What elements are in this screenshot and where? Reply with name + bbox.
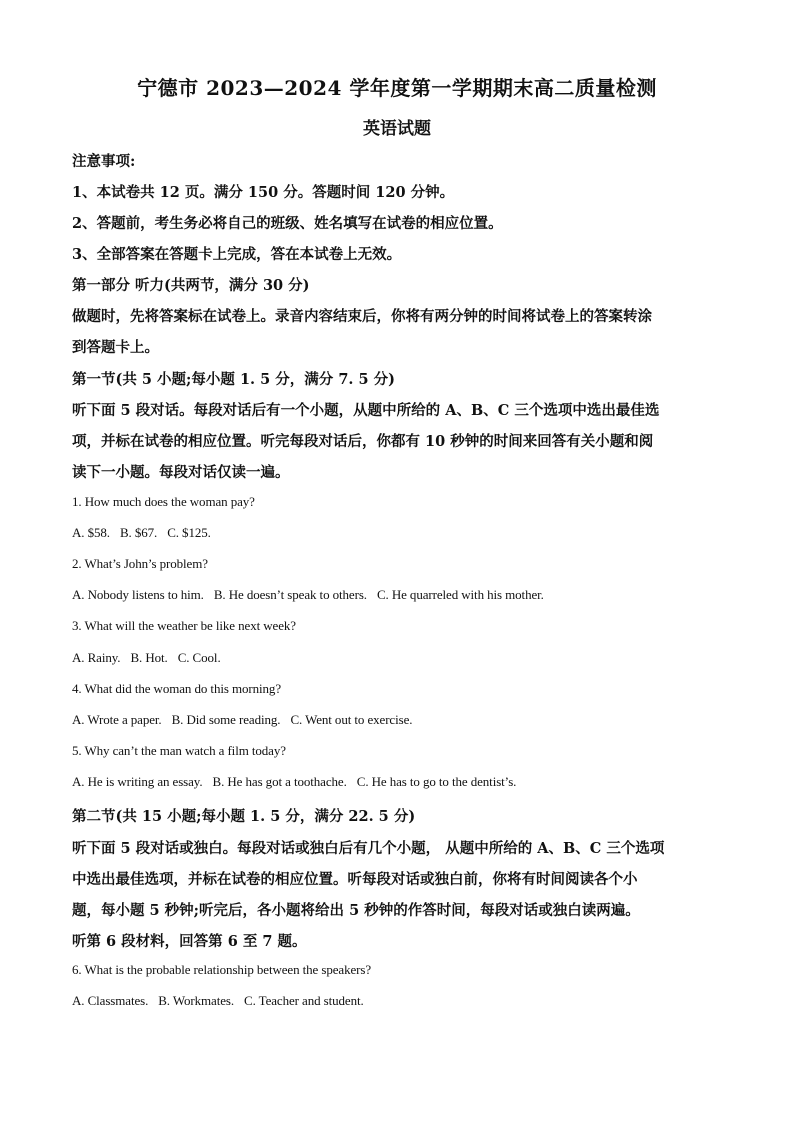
question-4-options: [72, 712, 722, 728]
notes-item: 1、本试卷共 12 页。满分 150 分。答题时间 120 分钟。: [72, 184, 455, 201]
section1-instruction: 听下面 5 段对话。每段对话后有一个小题，从题中所给的 A、B、C 三个选项中选出最佳选: [72, 402, 660, 419]
question-3-options: [72, 650, 722, 666]
exam-title: 宁德市 2023—2024 学年度第一学期期末高二质量检测: [137, 76, 657, 100]
material-heading: 听第 6 段材料，回答第 6 至 7 题。: [72, 933, 307, 950]
question-4: 4. What did the woman do this morning?: [72, 681, 281, 696]
question-5: 5. Why can’t the man watch a film today?: [72, 743, 286, 758]
question-2-options: [72, 587, 722, 603]
question-6: 6. What is the probable relationship between the speakers?: [72, 962, 371, 977]
question-5-options: [72, 774, 722, 790]
section1-instruction: 项，并标在试卷的相应位置。听完每段对话后，你都有 10 秒钟的时间来回答有关小题和阅: [72, 433, 654, 450]
notes-item: 3、全部答案在答题卡上完成，答在本试卷上无效。: [72, 246, 402, 263]
question-2: 2. What’s John’s problem?: [72, 556, 208, 571]
part1-instruction: 做题时，先将答案标在试卷上。录音内容结束后，你将有两分钟的时间将试卷上的答案转涂: [72, 308, 652, 325]
section2-heading: 第二节(共 15 小题;每小题 1. 5 分，满分 22. 5 分): [72, 808, 416, 825]
question-1-options: [72, 525, 722, 541]
notes-item: 2、答题前，考生务必将自己的班级、姓名填写在试卷的相应位置。: [72, 215, 503, 232]
option-b: B. $67.: [119, 525, 158, 540]
part1-heading: 第一部分 听力(共两节，满分 30 分): [72, 277, 310, 294]
section2-instruction: 中选出最佳选项，并标在试卷的相应位置。听每段对话或独白前，你将有时间阅读各个小: [72, 871, 638, 888]
option-b: B. He doesn’t speak to others.: [213, 587, 367, 602]
option-a: A. Wrote a paper.: [72, 712, 162, 727]
section2-instruction: 听下面 5 段对话或独白。每段对话或独白后有几个小题， 从题中所给的 A、B、C 三个选项: [72, 840, 665, 857]
option-a: A. He is writing an essay.: [72, 774, 203, 789]
section1-heading: 第一节(共 5 小题;每小题 1. 5 分，满分 7. 5 分): [72, 371, 395, 388]
notes-heading: 注意事项:: [72, 153, 136, 170]
option-a: A. Nobody listens to him.: [72, 587, 204, 602]
option-c: C. Went out to exercise.: [290, 712, 413, 727]
option-c: C. He quarreled with his mother.: [376, 587, 544, 602]
exam-subtitle: 英语试题: [363, 119, 431, 139]
option-c: C. He has to go to the dentist’s.: [356, 774, 517, 789]
option-b: B. He has got a toothache.: [212, 774, 347, 789]
question-3: 3. What will the weather be like next week?: [72, 618, 296, 633]
option-b: B. Hot.: [130, 650, 168, 665]
section1-instruction: 读下一小题。每段对话仅读一遍。: [72, 464, 290, 481]
option-a: A. Classmates.: [72, 993, 149, 1008]
option-c: C. Teacher and student.: [244, 993, 364, 1008]
option-a: A. Rainy.: [72, 650, 121, 665]
option-b: B. Workmates.: [158, 993, 235, 1008]
option-c: C. $125.: [167, 525, 211, 540]
section2-instruction: 题，每小题 5 秒钟;听完后，各小题将给出 5 秒钟的作答时间，每段对话或独白读两遍。: [72, 902, 640, 919]
option-c: C. Cool.: [177, 650, 221, 665]
question-6-options: [72, 993, 722, 1009]
option-a: A. $58.: [72, 525, 110, 540]
part1-instruction: 到答题卡上。: [72, 339, 159, 356]
option-b: B. Did some reading.: [171, 712, 281, 727]
question-1: 1. How much does the woman pay?: [72, 494, 255, 509]
